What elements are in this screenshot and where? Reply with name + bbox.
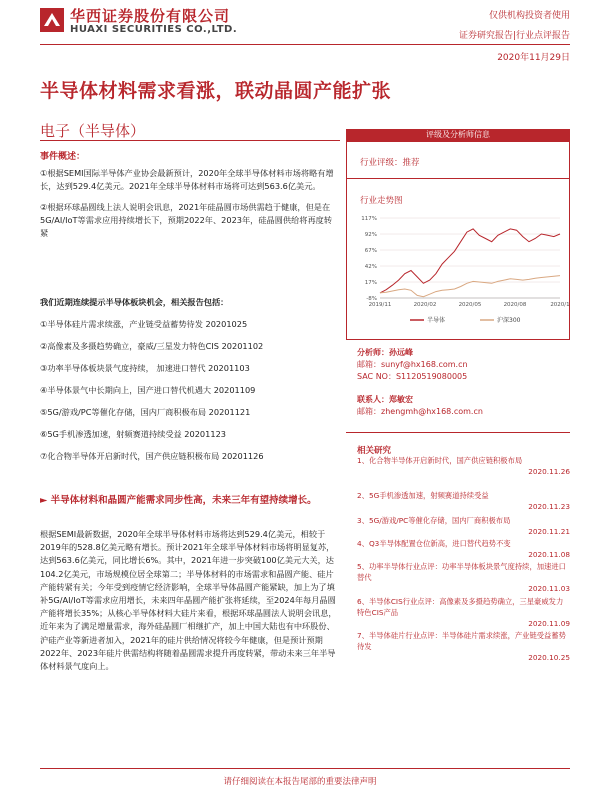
- rating-value: 推荐: [402, 158, 420, 168]
- related-date: 2020.11.26: [528, 467, 570, 476]
- related-date: 2020.10.25: [528, 653, 570, 662]
- footer-disclaimer: 请仔细阅读在本报告尾部的重要法律声明: [223, 777, 377, 787]
- y-tick-label: 17%: [364, 280, 377, 286]
- y-tick-label: 117%: [361, 216, 377, 222]
- huaxi-logo-icon: [40, 8, 64, 32]
- related-research-item: [357, 561, 570, 594]
- analysis-body: 根据SEMI最新数据，2020年全球半导体材料市场将达到529.4亿美元，相较于2019年的528.8亿美元略有增长。预计2021年全球半导体材料市场将明显复苏，达到563.6亿美元，同比增长6%。其中，2021年进一步突破100亿美元大关，达104.2亿美元，市场规模位居全球第二；半导体材料的市场需求和晶圆产能、硅片产能转紧有关；今年受到疫情它经济影响，全球半导体晶圆产能紧缺，加上为了填补5G/AI/IoT等需求应用增长，未来四年晶圆产能扩张将延续，至2024年每月晶圆产能将增长35%；从核心半导体材料大硅片来看，根据环球晶圆法人说明会讯息，近年来为了满足增量需求，海外硅晶圆厂相继扩产，加上中国大陆也有中环股份、沪硅产业等新进者加入，2021年的硅片供给情况将较今年健康，但是预计预期2022年、2023年硅片供需结构将随着晶圆需求提升再度转紧，带动未来三年半导体材料景气度向上。: [40, 529, 337, 672]
- refs-item: ④半导体景气中长期向上，国产进口替代机遇大 20201109: [40, 385, 256, 395]
- related-text: 1、化合物半导体开启新时代，国产供应链积极布局: [357, 456, 523, 465]
- analyst-email: 邮箱：sunyf@hx168.com.cn: [357, 360, 468, 369]
- related-research-item: [357, 490, 570, 512]
- analyst-info: [357, 347, 468, 383]
- header-divider: [40, 44, 570, 45]
- rating-divider: [346, 178, 570, 179]
- related-research-item: [357, 596, 570, 629]
- related-research-item: [357, 455, 570, 477]
- refs-item: ②高像素及多摄趋势确立，豪威/三星发力特色CIS 20201102: [40, 341, 264, 351]
- industry-trend-chart: [350, 212, 570, 334]
- series-line-semiconductor: [380, 229, 560, 293]
- refs-heading: 我们近期连续提示半导体板块机会，相关报告包括：: [40, 297, 229, 307]
- x-tick-label: 2020/05: [458, 302, 482, 308]
- refs-item: ①半导体硅片需求续涨，产业链受益蓄势待发 20201025: [40, 319, 248, 329]
- sector-label: 电子（半导体）: [40, 122, 146, 140]
- footer-divider: [40, 768, 570, 769]
- x-tick-label: 2020/1: [550, 302, 570, 308]
- related-date: 2020.11.08: [528, 550, 570, 559]
- related-text: 5、功率半导体行业点评：功率半导体板块景气度持续，加速进口替代: [357, 562, 566, 582]
- related-date: 2020.11.23: [528, 502, 570, 511]
- industry-rating: [360, 156, 420, 168]
- report-type-tag: 证券研究报告|行业点评报告: [458, 31, 570, 41]
- analyst-sac: SAC NO：S1120519080005: [357, 372, 468, 381]
- refs-item: ⑦化合物半导体开启新时代，国产供应链积极布局 20201126: [40, 451, 264, 461]
- summary-paragraph-2: ②根据环球晶圆线上法人说明会讯息，2021年硅晶圆市场供需趋于健康，但是在5G/AI/IoT等需求应用持续增长下，预期2022年、2023年，硅晶圆供给将再度转紧: [40, 202, 333, 238]
- x-tick-label: 2019/11: [368, 302, 392, 308]
- analyst-label: 分析师：: [357, 348, 389, 357]
- related-date: 2020.11.21: [528, 527, 570, 536]
- contact-label: 联系人：: [357, 395, 389, 404]
- related-date: 2020.11.03: [528, 584, 570, 593]
- company-name-en: HUAXI SECURITIES CO.,LTD.: [70, 24, 238, 35]
- rating-box-title: 评级及分析师信息: [346, 129, 570, 141]
- analyst-name: 孙远峰: [389, 348, 413, 357]
- related-text: 4、Q3半导体配置仓位新高，进口替代趋势不变: [357, 539, 511, 548]
- contact-info: [357, 394, 483, 418]
- analyst-divider: [346, 432, 570, 433]
- related-text: 3、5G/游戏/PC等催化存储，国内厂商积极布局: [357, 516, 511, 525]
- related-date: 2020.11.09: [528, 619, 570, 628]
- contact-email: 邮箱：zhengmh@hx168.com.cn: [357, 407, 483, 416]
- related-text: 2、5G手机渗透加速，射频赛道持续受益: [357, 491, 489, 500]
- related-research-item: [357, 538, 570, 560]
- related-research-item: [357, 515, 570, 537]
- related-research-item: [357, 630, 570, 663]
- company-name-cn: 华西证券股份有限公司: [70, 7, 231, 25]
- related-research-heading: 相关研究: [357, 446, 392, 456]
- refs-item: ⑥5G手机渗透加速，射频赛道持续受益 20201123: [40, 429, 226, 439]
- analysis-headline: ► 半导体材料和晶圆产能需求同步性高，未来三年有望持续增长。: [40, 495, 317, 506]
- refs-item: ⑤5G/游戏/PC等催化存储，国内厂商积极布局 20201121: [40, 407, 251, 417]
- sector-divider: [40, 140, 340, 141]
- contact-name: 郑敏宏: [389, 395, 413, 404]
- summary-heading: 事件概述：: [40, 152, 86, 162]
- y-tick-label: 67%: [364, 248, 377, 254]
- report-title: 半导体材料需求看涨，联动晶圆产能扩张: [40, 80, 392, 102]
- summary-section: [40, 151, 340, 240]
- legend-label: 沪深300: [497, 317, 521, 324]
- report-date: 2020年11月29日: [497, 53, 570, 63]
- series-line-csi300: [380, 276, 560, 297]
- related-text: 7、半导体硅片行业点评：半导体硅片需求续涨，产业链受益蓄势待发: [357, 631, 566, 651]
- summary-paragraph-1: ①根据SEMI国际半导体产业协会最新预计，2020年全球半导体材料市场将略有增长，达到529.4亿美元。2021年全球半导体材料市场将可达到563.6亿美元。: [40, 168, 334, 191]
- refs-item: ③功率半导体板块景气度持续， 加速进口替代 20201103: [40, 363, 250, 373]
- rating-label: 行业评级：: [360, 158, 403, 168]
- y-tick-label: -8%: [366, 296, 377, 302]
- y-tick-label: 92%: [364, 232, 377, 238]
- y-tick-label: 42%: [364, 264, 377, 270]
- related-reports-section: [40, 296, 340, 472]
- x-tick-label: 2020/08: [503, 302, 527, 308]
- related-text: 6、半导体CIS行业点评：高像素及多摄趋势确立，三星豪威发力特色CIS产品: [357, 597, 564, 617]
- legend-label: 半导体: [427, 317, 446, 324]
- x-tick-label: 2020/02: [413, 302, 437, 308]
- audience-tag: 仅供机构投资者使用: [488, 11, 570, 21]
- trend-chart-label: 行业走势图: [360, 196, 403, 206]
